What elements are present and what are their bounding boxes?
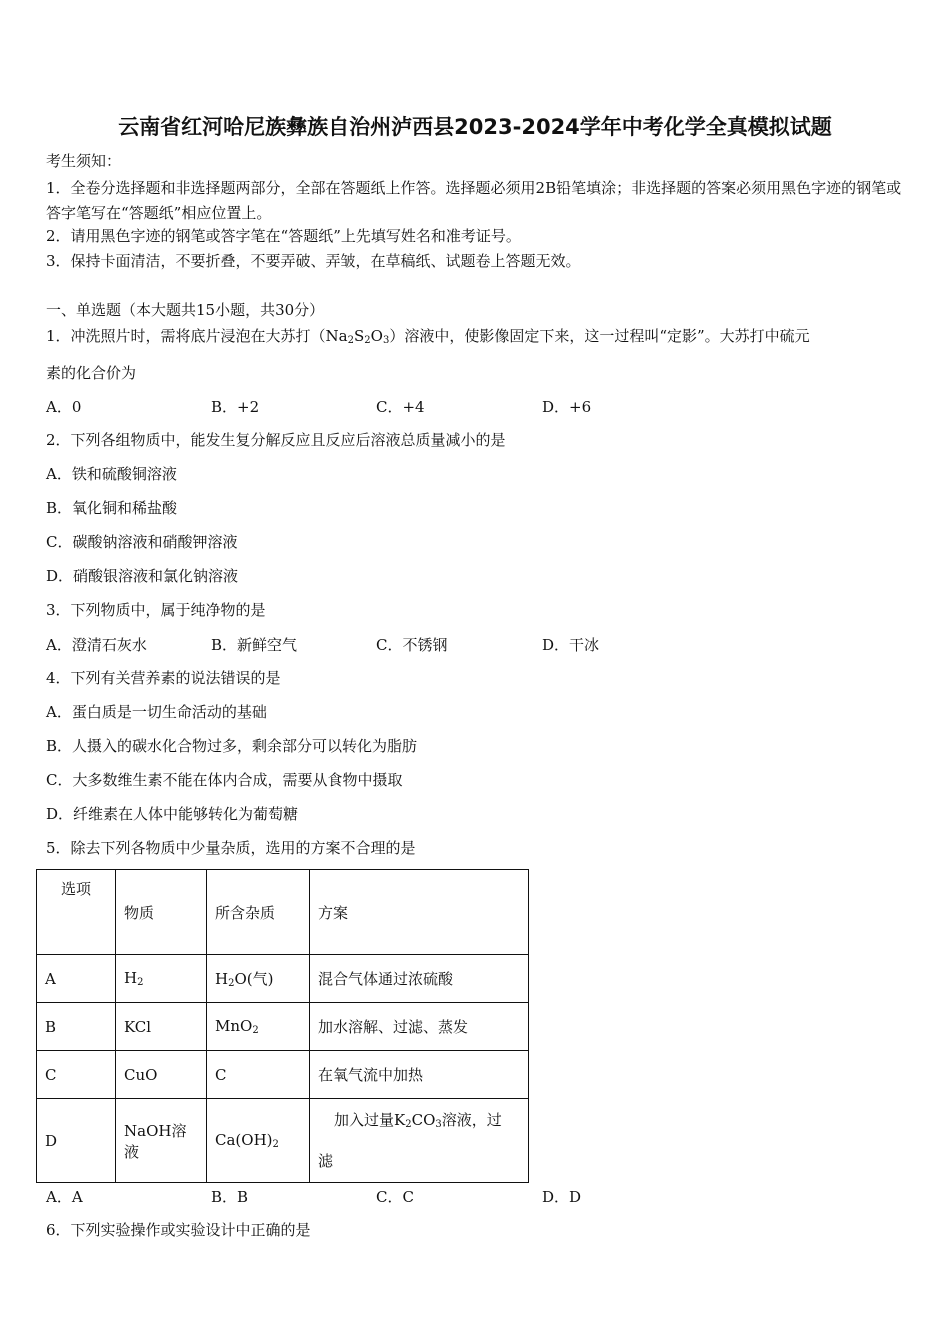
q3-option-a: A．澄清石灰水	[46, 636, 147, 654]
row-a-impurity: $H_2O$(气)	[207, 955, 310, 1003]
q6-stem: 6．下列实验操作或实验设计中正确的是	[46, 1221, 311, 1239]
q5-stem: 5．除去下列各物质中少量杂质，选用的方案不合理的是	[46, 839, 416, 857]
row-c-substance: CuO	[116, 1051, 207, 1099]
q4-option-d: D．纤维素在人体中能够转化为葡萄糖	[46, 805, 299, 823]
table-header-option: 选项	[37, 870, 116, 955]
q1-stem-line2: 素的化合价为	[46, 364, 137, 382]
q1-options	[46, 396, 746, 416]
row-b-impurity: MnO$_2$	[207, 1003, 310, 1051]
row-d-substance: NaOH溶液	[116, 1099, 207, 1183]
page-title: 云南省红河哈尼族彝族自治州泸西县2023-2024学年中考化学全真模拟试题	[118, 115, 832, 139]
table-header-plan: 方案	[310, 870, 529, 955]
q2-option-c: C．碳酸钠溶液和硝酸钾溶液	[46, 533, 238, 551]
table-header-substance: 物质	[116, 870, 207, 955]
q3-option-b: B．新鲜空气	[211, 636, 298, 654]
q3-option-d: D．干冰	[542, 636, 600, 654]
section-heading: 一、单选题（本大题共15小题，共30分）	[46, 301, 325, 319]
row-a-option: A	[37, 955, 116, 1003]
q5-option-d: D．D	[542, 1188, 582, 1206]
row-b-plan: 加水溶解、过滤、蒸发	[310, 1003, 529, 1051]
q3-option-c: C．不锈钢	[376, 636, 448, 654]
q4-stem: 4．下列有关营养素的说法错误的是	[46, 669, 281, 687]
q5-option-a: A．A	[46, 1188, 83, 1206]
row-c-impurity: C	[207, 1051, 310, 1099]
table-row	[37, 955, 529, 1003]
q1-option-a: A．0	[46, 398, 82, 416]
q2-option-d: D．硝酸银溶液和氯化钠溶液	[46, 567, 239, 585]
row-c-option: C	[37, 1051, 116, 1099]
q3-stem: 3．下列物质中，属于纯净物的是	[46, 601, 266, 619]
q5-options	[46, 1186, 746, 1206]
row-a-substance: $H_2$	[116, 955, 207, 1003]
row-b-substance: KCl	[116, 1003, 207, 1051]
q5-table	[36, 869, 529, 1183]
q1-option-d: D．+6	[542, 398, 592, 416]
q5-option-b: B．B	[211, 1188, 249, 1206]
table-row	[37, 1099, 529, 1183]
q3-options	[46, 634, 746, 654]
q4-option-c: C．大多数维生素不能在体内合成，需要从食物中摄取	[46, 771, 403, 789]
table-row	[37, 1003, 529, 1051]
notice-item-3: 3．保持卡面清洁，不要折叠，不要弄破、弄皱，在草稿纸、试题卷上答题无效。	[46, 252, 581, 270]
notice-heading: 考生须知：	[46, 152, 122, 170]
q1-stem: 1．冲洗照片时，需将底片浸泡在大苏打$(Na_2S_2O_3)$溶液中，使影像固定下来，这一过程叫“定影”。大苏打中硫元	[46, 327, 810, 346]
q1-option-b: B．+2	[211, 398, 260, 416]
notice-item-2: 2．请用黑色字迹的钢笔或答字笔在“答题纸”上先填写姓名和准考证号。	[46, 227, 521, 245]
notice-item-1: 1．全卷分选择题和非选择题两部分，全部在答题纸上作答。选择题必须用2B铅笔填涂；非选择题的答案必须用黑色字迹的钢笔或答字笔写在“答题纸”相应位置上。	[46, 179, 902, 222]
table-header-row	[37, 870, 529, 955]
q2-option-a: A．铁和硫酸铜溶液	[46, 465, 177, 483]
row-d-impurity: $Ca(OH)_2$	[207, 1099, 310, 1183]
q1-option-c: C．+4	[376, 398, 425, 416]
row-c-plan: 在氧气流中加热	[310, 1051, 529, 1099]
q2-option-b: B．氧化铜和稀盐酸	[46, 499, 178, 517]
row-a-plan: 混合气体通过浓硫酸	[310, 955, 529, 1003]
row-d-plan: 加入过量$K_2CO_3$溶液，过 滤	[310, 1099, 529, 1183]
q4-option-a: A．蛋白质是一切生命活动的基础	[46, 703, 267, 721]
table-row	[37, 1051, 529, 1099]
row-b-option: B	[37, 1003, 116, 1051]
q5-option-c: C．C	[376, 1188, 414, 1206]
table-header-impurity: 所含杂质	[207, 870, 310, 955]
q2-stem: 2．下列各组物质中，能发生复分解反应且反应后溶液总质量减小的是	[46, 431, 506, 449]
row-d-option: D	[37, 1099, 116, 1183]
q4-option-b: B．人摄入的碳水化合物过多，剩余部分可以转化为脂肪	[46, 737, 418, 755]
